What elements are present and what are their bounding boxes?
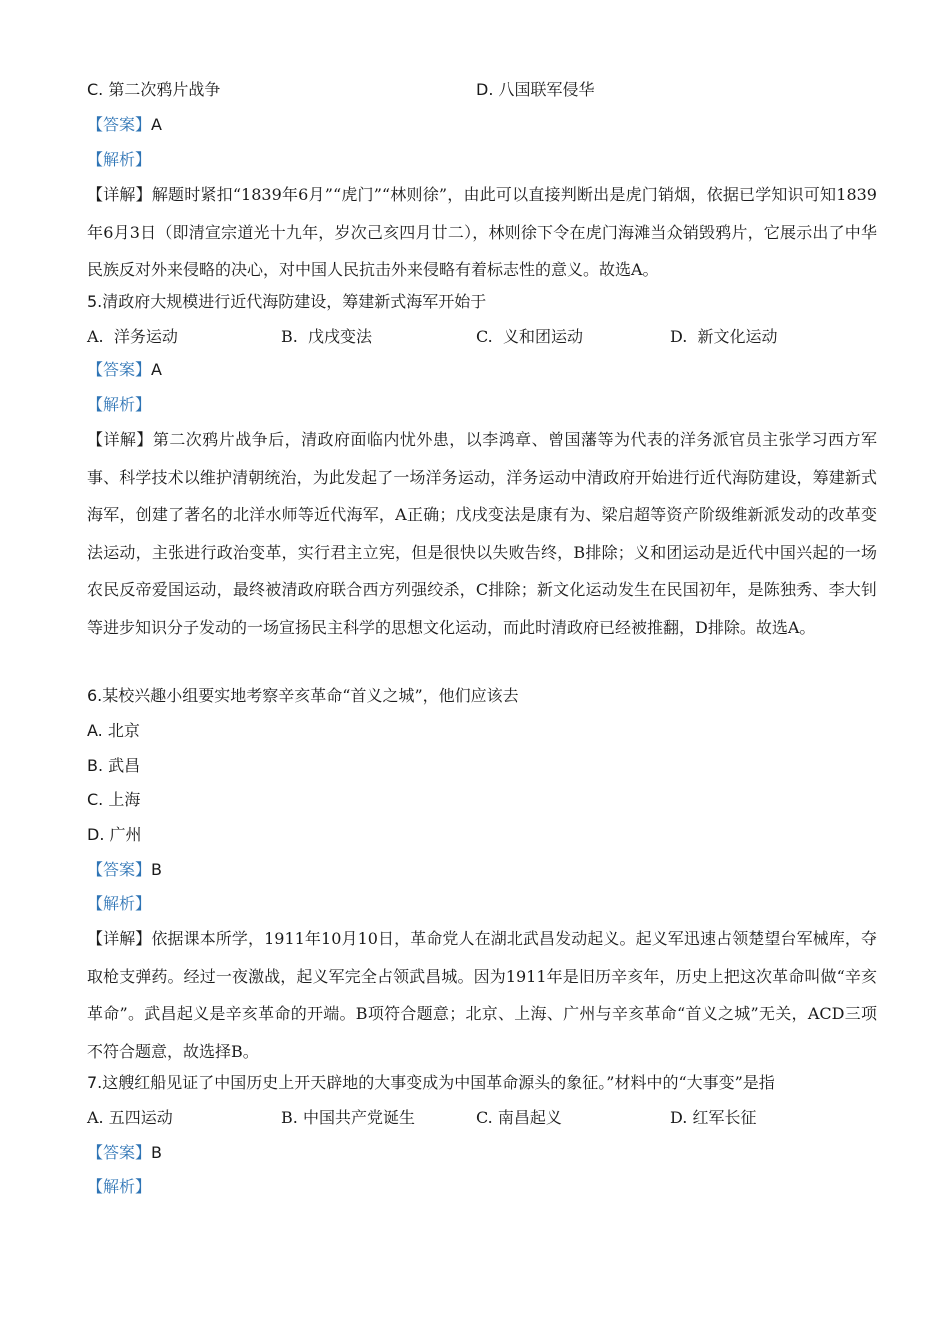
q7-analysis-line — [87, 1169, 151, 1205]
analysis-tag: 【解析】 — [87, 894, 152, 913]
q7-stem: 7.这艘红船见证了中国历史上开天辟地的大事变成为中国革命源头的象征。”材料中的“大事变”是指 — [87, 1073, 775, 1092]
q4-answer-line — [87, 107, 162, 143]
analysis-tag: 【解析】 — [87, 150, 152, 169]
q6-option-b: B. 武昌 — [87, 756, 141, 775]
answer-value: A — [151, 360, 162, 379]
q4-analysis-line — [87, 142, 151, 178]
q7-answer-line — [87, 1135, 162, 1171]
detail-tag: 【详解】 — [87, 185, 152, 204]
answer-tag: 【答案】 — [87, 115, 152, 134]
answer-tag: 【答案】 — [87, 1143, 152, 1162]
q5-option-c: C. 义和团运动 — [476, 327, 583, 346]
q7-option-b: B. 中国共产党诞生 — [281, 1108, 415, 1127]
analysis-tag: 【解析】 — [87, 1177, 152, 1196]
answer-value: B — [151, 1143, 162, 1162]
q6-analysis-line — [87, 886, 151, 922]
q5-detail — [87, 421, 877, 646]
q4-option-c: C. 第二次鸦片战争 — [87, 80, 221, 99]
q6-option-d: D. 广州 — [87, 825, 142, 844]
answer-value: A — [151, 115, 162, 134]
q5-stem: 5.清政府大规模进行近代海防建设，筹建新式海军开始于 — [87, 292, 487, 311]
detail-text: 第二次鸦片战争后，清政府面临内忧外患，以李鸿章、曾国藩等为代表的洋务派官员主张学习西方军事、科学技术以维护清朝统治，为此发起了一场洋务运动，洋务运动中清政府开始进行近代海防建设，筹建新式海军，创建了著名的北洋水师等近代海军，A正确；戊戌变法是康有为、梁启超等资产阶级维新派发动的改革变法运动，主张进行政治变革，实行君主立宪，但是很快以失败告终，B排除；义和团运动是近代中国兴起的一场农民反帝爱国运动，最终被清政府联合西方列强绞杀，C排除；新文化运动发生在民国初年，是陈独秀、李大钊等进步知识分子发动的一场宣扬民主科学的思想文化运动，而此时清政府已经被推翻，D排除。故选A。 — [87, 430, 877, 637]
detail-tag: 【详解】 — [87, 430, 153, 449]
q5-analysis-line — [87, 387, 151, 423]
q6-option-a: A. 北京 — [87, 721, 140, 740]
q6-answer-line — [87, 852, 162, 888]
q7-option-d: D. 红军长征 — [670, 1108, 757, 1127]
q6-stem: 6.某校兴趣小组要实地考察辛亥革命“首义之城”，他们应该去 — [87, 686, 519, 705]
q5-option-d: D. 新文化运动 — [670, 327, 778, 346]
answer-tag: 【答案】 — [87, 860, 152, 879]
detail-tag: 【详解】 — [87, 929, 152, 948]
q5-option-a: A. 洋务运动 — [87, 327, 178, 346]
q6-detail — [87, 920, 877, 1070]
answer-tag: 【答案】 — [87, 360, 152, 379]
answer-value: B — [151, 860, 162, 879]
q5-option-b: B. 戊戌变法 — [281, 327, 373, 346]
q7-option-c: C. 南昌起义 — [476, 1108, 562, 1127]
q7-option-a: A. 五四运动 — [87, 1108, 173, 1127]
q5-answer-line — [87, 352, 162, 388]
detail-text: 依据课本所学，1911年10月10日，革命党人在湖北武昌发动起义。起义军迅速占领楚望台军械库，夺取枪支弹药。经过一夜激战，起义军完全占领武昌城。因为1911年是旧历辛亥年，历史上把这次革命叫做“辛亥革命”。武昌起义是辛亥革命的开端。B项符合题意；北京、上海、广州与辛亥革命“首义之城”无关，ACD三项不符合题意，故选择B。 — [87, 929, 877, 1061]
analysis-tag: 【解析】 — [87, 395, 152, 414]
q4-option-d: D. 八国联军侵华 — [476, 80, 595, 99]
q4-detail — [87, 176, 877, 289]
detail-text: 解题时紧扣“1839年6月”“虎门”“林则徐”，由此可以直接判断出是虎门销烟，依据已学知识可知1839年6月3日（即清宣宗道光十九年，岁次己亥四月廿二），林则徐下令在虎门海滩当众销毁鸦片，它展示出了中华民族反对外来侵略的决心，对中国人民抗击外来侵略有着标志性的意义。故选A。 — [87, 185, 877, 279]
q6-option-c: C. 上海 — [87, 790, 141, 809]
